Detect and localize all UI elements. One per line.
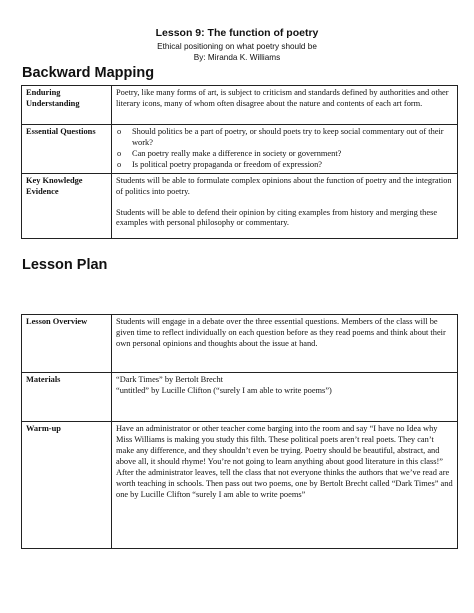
table-row [22,422,458,549]
list-item: o Should politics be a part of poetry, or should poets try to keep social commentary out of their work? [132,127,453,149]
lesson-title: Lesson 9: The function of poetry [155,27,319,39]
essential-questions-list [116,127,453,171]
row-label: Enduring Understanding [22,86,112,125]
row-content [112,173,458,238]
material-item: “untitled” by Lucille Clifton (“surely I am able to write poems”) [116,385,332,395]
row-content [112,422,458,549]
row-content [112,373,458,422]
row-label: Materials [22,373,112,422]
row-label: Warm-up [22,422,112,549]
author-byline: By: Miranda K. Williams [193,53,281,62]
table-row [22,315,458,373]
list-item: o Can poetry really make a difference in society or government? [132,149,453,160]
paragraph: After the administrator leaves, tell the class that not everyone thinks the authors that we’ve read are worth teaching in schools. Then pass out two poems, one by Bertolt Brecht called “Dark Times” and one by Lucille Clifton “surely I am able to write poems” [116,467,453,499]
row-label: Essential Questions [22,125,112,174]
lesson-plan-heading: Lesson Plan [22,257,108,273]
lesson-subtitle: Ethical positioning on what poetry should be [157,42,317,51]
table-row [22,173,458,238]
paragraph: Students will be able to formulate complex opinions about the function of poetry and the integration of politics into poetry. [116,175,452,196]
table-row [22,86,458,125]
table-row [22,125,458,174]
material-item: “Dark Times” by Bertolt Brecht [116,375,223,384]
list-item: o Is political poetry propaganda or freedom of expression? [132,160,453,171]
paragraph: Have an administrator or other teacher come barging into the room and say “I have no Idea why Miss Williams is making you study this filth. These political poets aren’t real poets. They can’t make any difference, and they shouldn’t even be trying. Poetry should be beautiful, abstract, and above all, it should rhyme! You’re not going to learn anything about good literature in this class!” [116,424,444,466]
row-text: Poetry, like many forms of art, is subject to criticism and standards defined by authorities and other literary icons, many of whom often disagree about the nature and contents of each art form. [112,86,458,125]
backward-mapping-table [21,85,458,239]
row-text: Students will engage in a debate over the three essential questions. Members of the class will be given time to reflect individually on each question before as they read poems and think about their own personal opinions and thoughts about the issue at hand. [112,315,458,373]
row-label: Key Knowledge Evidence [22,173,112,238]
backward-mapping-heading: Backward Mapping [22,65,155,81]
row-label: Lesson Overview [22,315,112,373]
table-row [22,373,458,422]
lesson-plan-table [21,314,458,549]
row-content [112,125,458,174]
paragraph: Students will be able to defend their opinion by citing examples from history and merging these examples with personal philosophy or commentary. [116,207,438,228]
